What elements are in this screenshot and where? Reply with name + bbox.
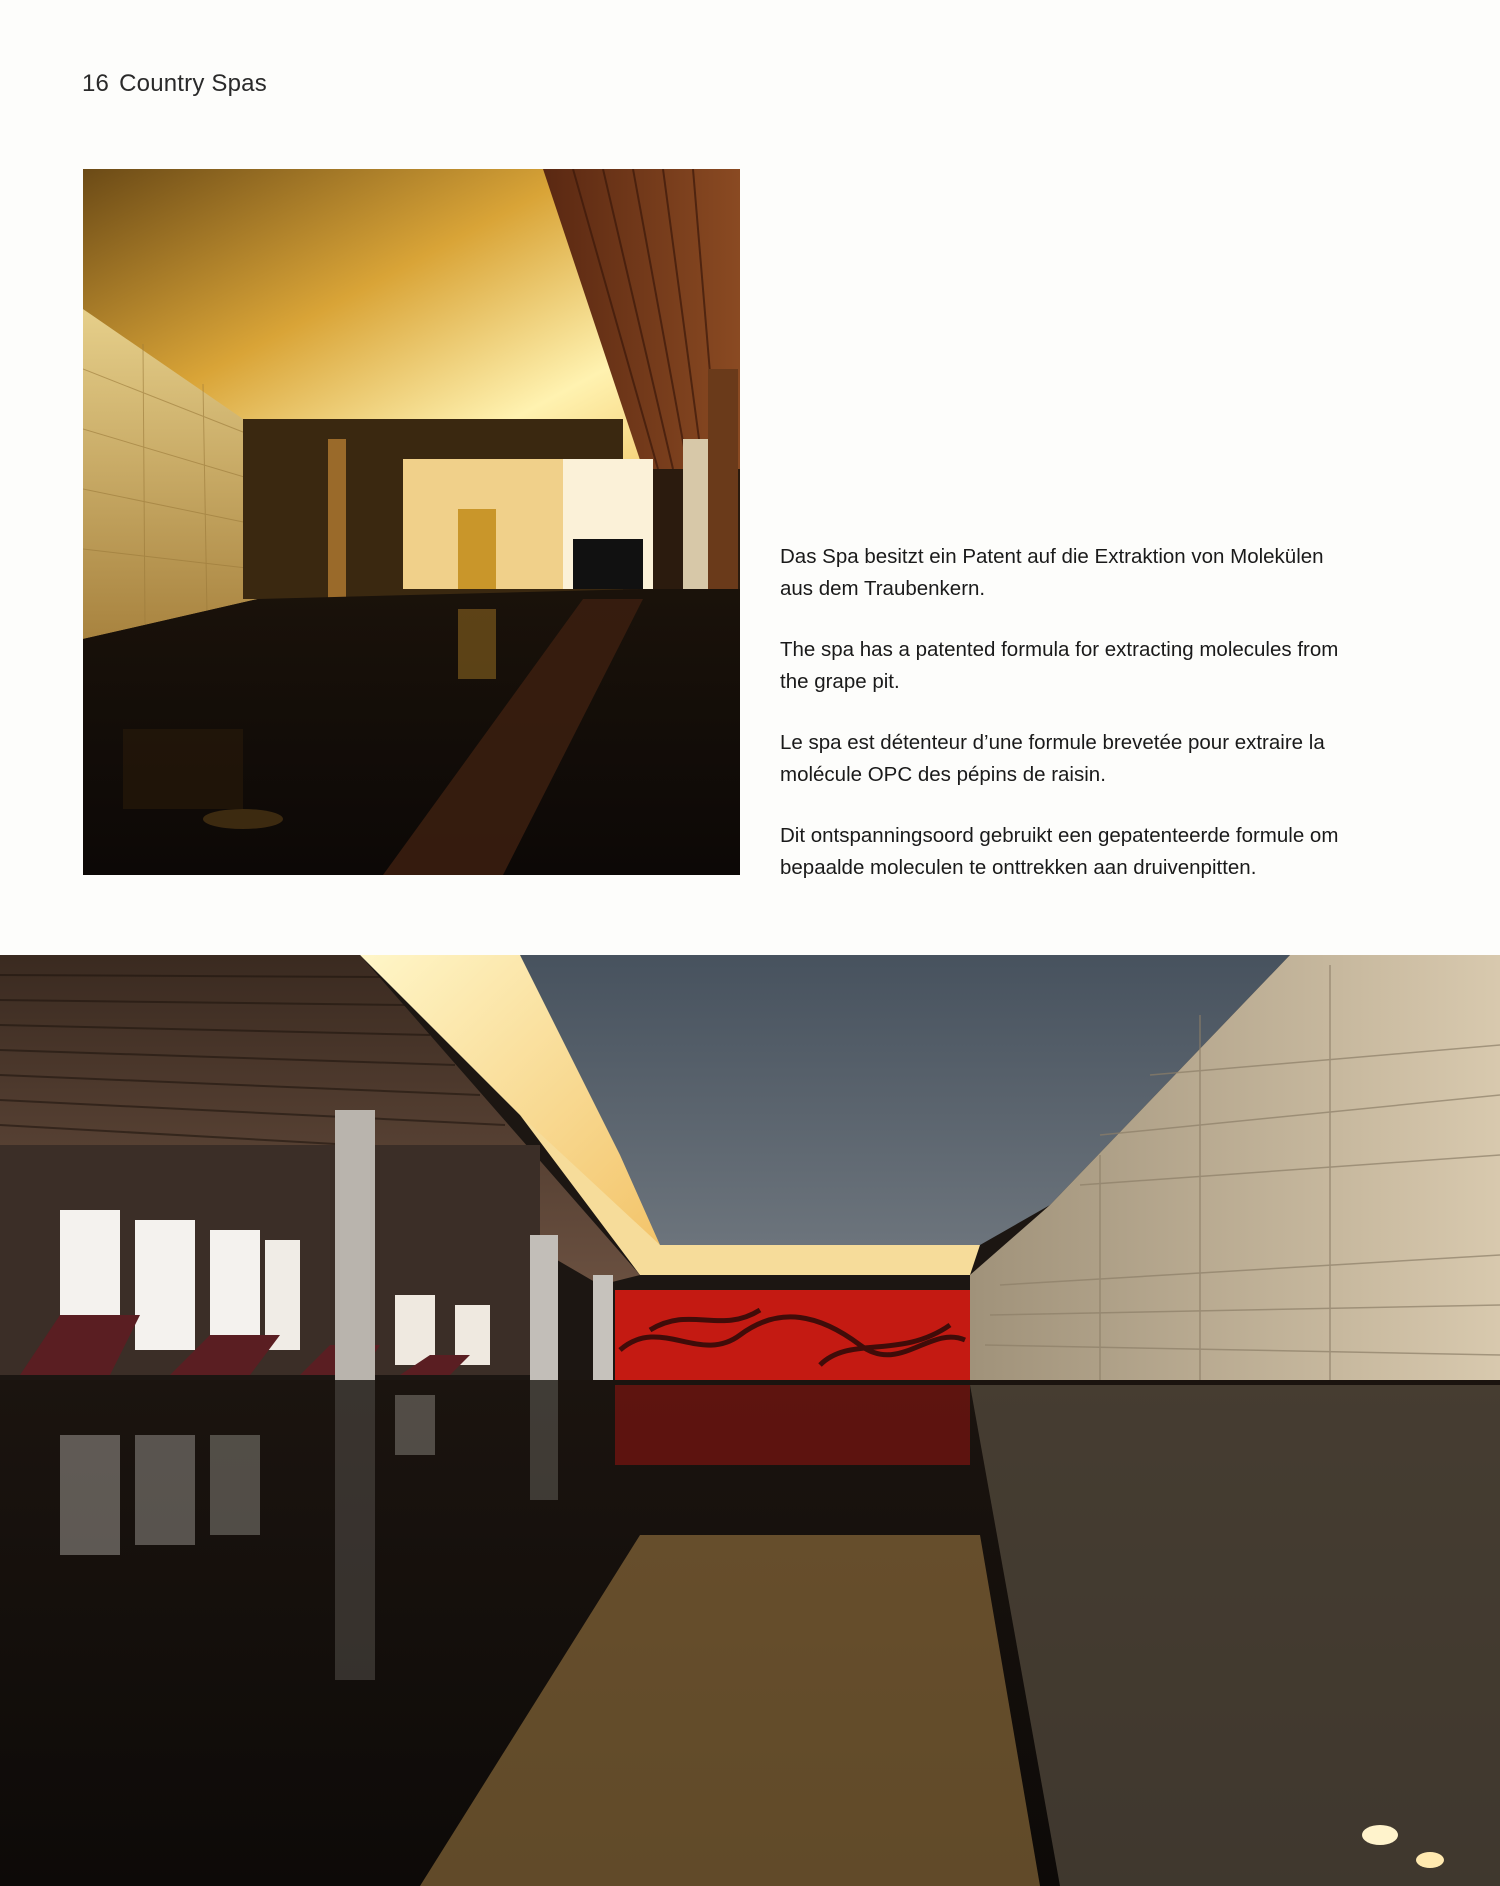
page-number: 16 xyxy=(82,70,110,97)
caption-block xyxy=(780,541,1350,913)
caption-english: The spa has a patented formula for extracting molecules from the grape pit. xyxy=(780,638,1339,693)
caption-dutch: Dit ontspanningsoord gebruikt een gepatenteerde formule om bepaalde moleculen te onttrekken aan druivenpitten. xyxy=(780,824,1339,879)
section-title: Country Spas xyxy=(119,70,267,97)
caption-french: Le spa est détenteur d’une formule brevetée pour extraire la molécule OPC des pépins de raisin. xyxy=(780,731,1325,786)
photo-indoor-pool-warm xyxy=(83,169,740,875)
caption-german: Das Spa besitzt ein Patent auf die Extraktion von Molekülen aus dem Traubenkern. xyxy=(780,545,1324,600)
photo-indoor-pool-red-wall xyxy=(0,955,1500,1886)
page-header xyxy=(82,70,267,98)
